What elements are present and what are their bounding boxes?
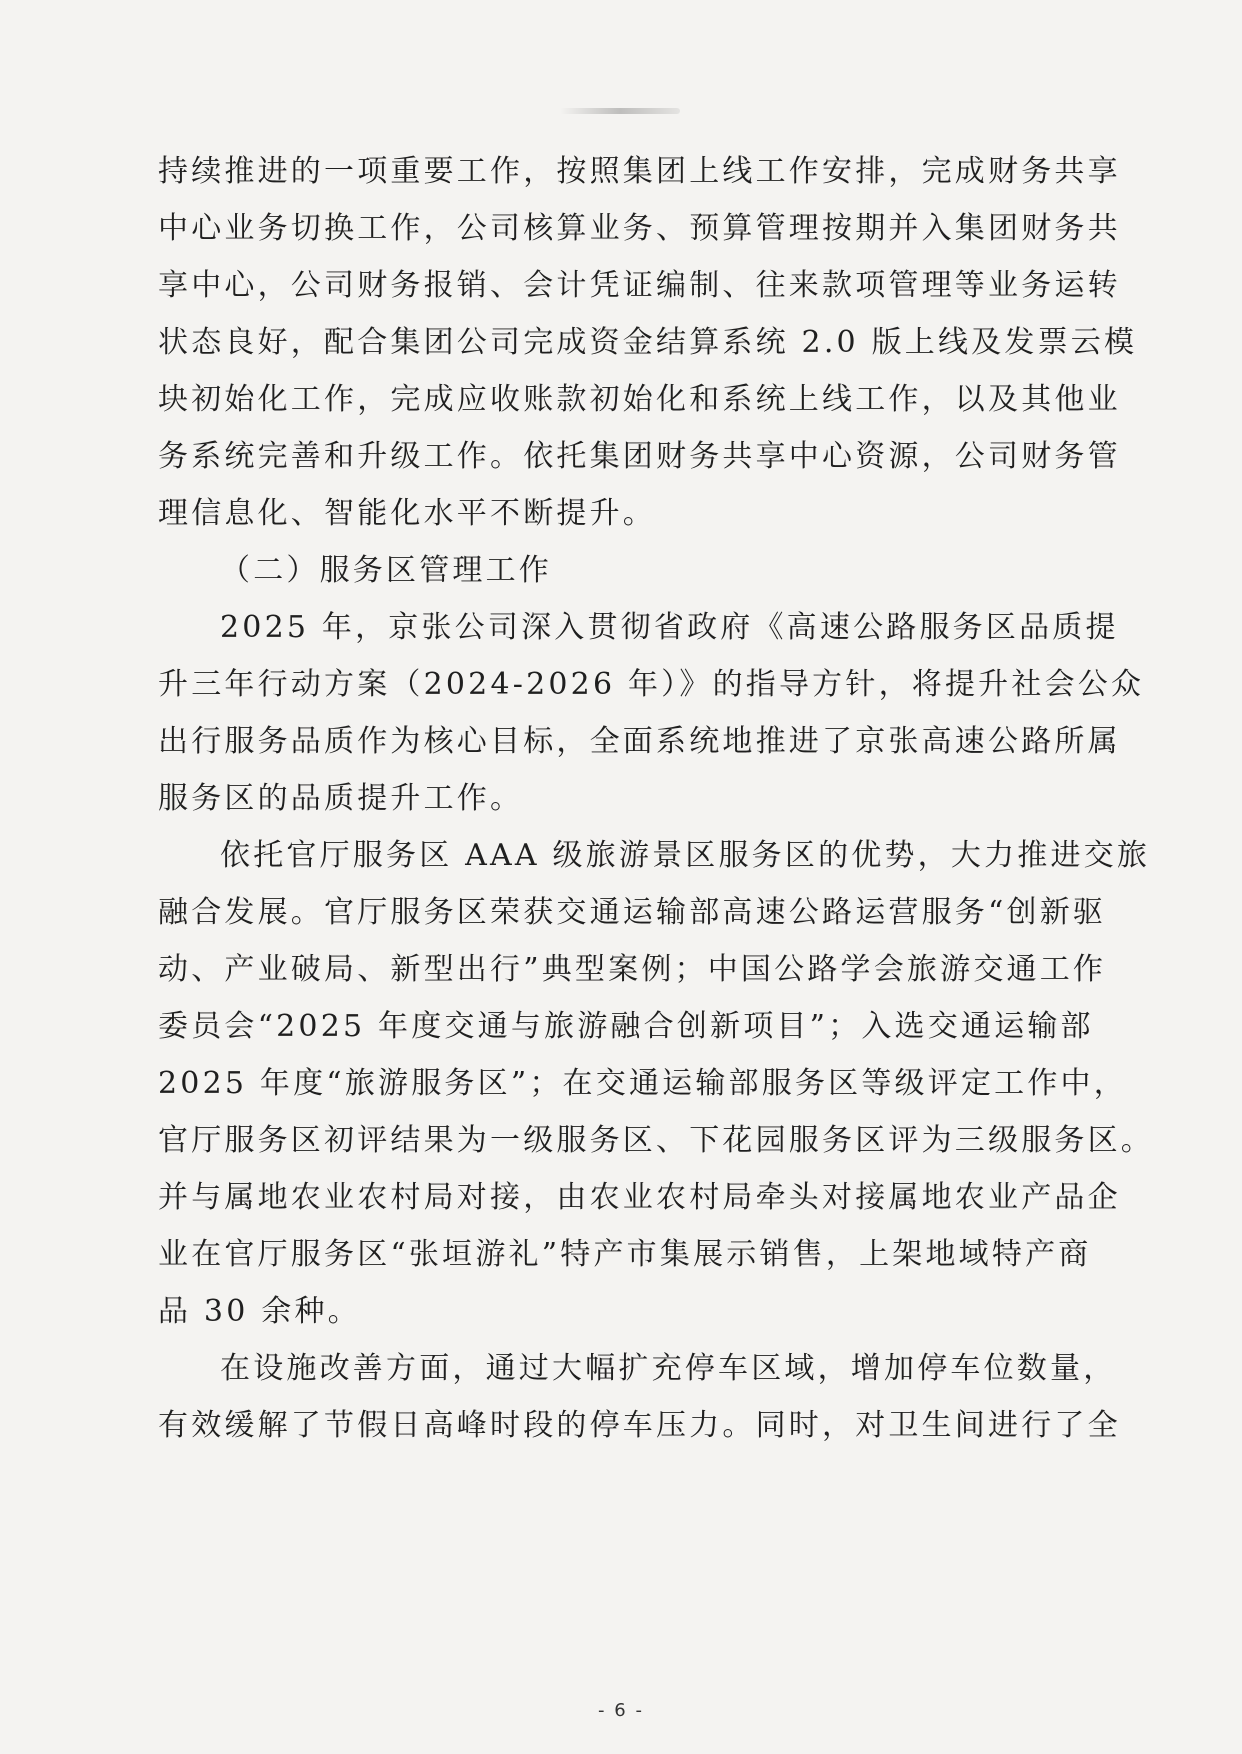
text-line: 持续推进的一项重要工作，按照集团上线工作安排，完成财务共享 (158, 154, 1121, 189)
text-line: 并与属地农业农村局对接，由农业农村局牵头对接属地农业产品企 (158, 1180, 1121, 1215)
text-line: 官厅服务区初评结果为一级服务区、下花园服务区评为三级服务区。 (158, 1123, 1154, 1158)
text-line: 理信息化、智能化水平不断提升。 (158, 496, 656, 531)
text-line: 在设施改善方面，通过大幅扩充停车区域，增加停车位数量， (220, 1351, 1117, 1386)
text-line: 服务区的品质提升工作。 (158, 781, 524, 816)
text-line: 融合发展。官厅服务区荣获交通运输部高速公路运营服务“创新驱 (158, 895, 1107, 930)
text-line: 品 30 余种。 (158, 1294, 361, 1329)
text-line: 有效缓解了节假日高峰时段的停车压力。同时，对卫生间进行了全 (158, 1408, 1121, 1443)
text-line: 块初始化工作，完成应收账款初始化和系统上线工作，以及其他业 (158, 382, 1121, 417)
text-line: 业在官厅服务区“张垣游礼”特产市集展示销售，上架地域特产商 (158, 1237, 1092, 1272)
text-line: 升三年行动方案（2024-2026 年）》的指导方针，将提升社会公众 (158, 667, 1145, 702)
text-line: 中心业务切换工作，公司核算业务、预算管理按期并入集团财务共 (158, 211, 1121, 246)
text-line: 状态良好，配合集团公司完成资金结算系统 2.0 版上线及发票云模 (158, 325, 1138, 360)
header-scan-mark (560, 108, 680, 114)
text-line: 委员会“2025 年度交通与旅游融合创新项目”；入选交通运输部 (158, 1009, 1094, 1044)
text-line: 依托官厅服务区 AAA 级旅游景区服务区的优势，大力推进交旅 (220, 838, 1151, 873)
text-line: 务系统完善和升级工作。依托集团财务共享中心资源，公司财务管 (158, 439, 1121, 474)
text-line: 2025 年，京张公司深入贯彻省政府《高速公路服务区品质提 (220, 610, 1119, 645)
text-line: 2025 年度“旅游服务区”；在交通运输部服务区等级评定工作中， (158, 1066, 1127, 1101)
text-line: 出行服务品质作为核心目标，全面系统地推进了京张高速公路所属 (158, 724, 1121, 759)
section-heading: （二）服务区管理工作 (220, 553, 552, 588)
page-number: - 6 - (598, 1700, 644, 1721)
text-line: 享中心，公司财务报销、会计凭证编制、往来款项管理等业务运转 (158, 268, 1121, 303)
text-line: 动、产业破局、新型出行”典型案例；中国公路学会旅游交通工作 (158, 952, 1107, 987)
